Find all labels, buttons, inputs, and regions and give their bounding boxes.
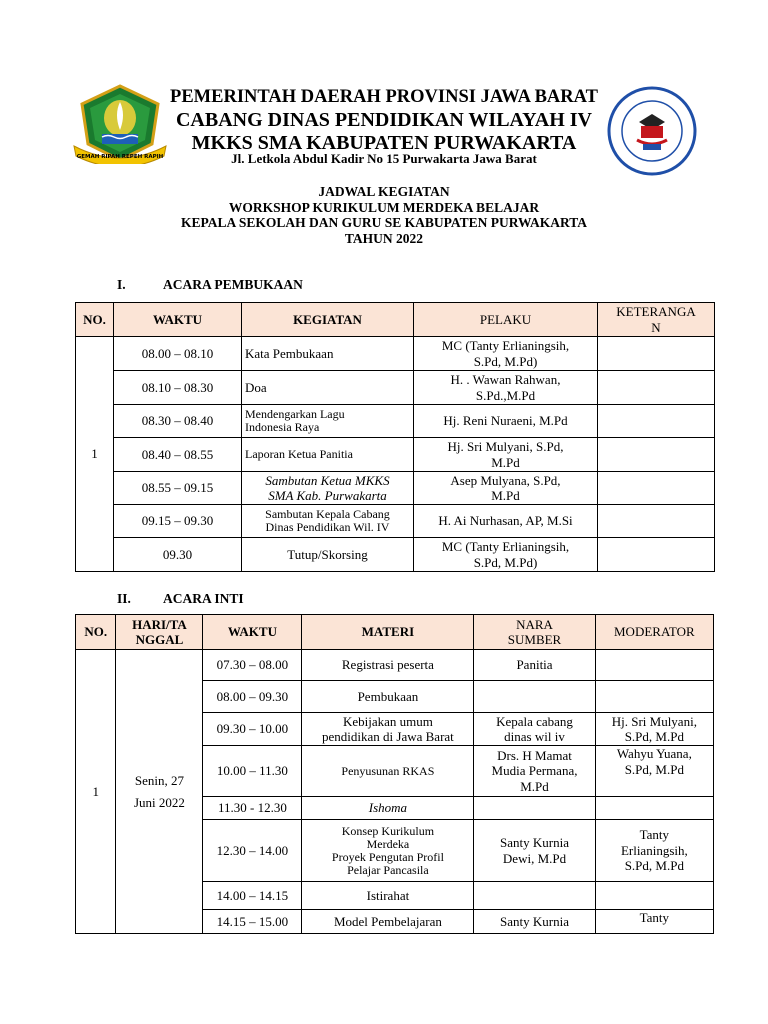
cell-materi: Pembukaan: [302, 681, 474, 713]
section-1-title: ACARA PEMBUKAAN: [163, 277, 303, 292]
cell-materi: Kebijakan umum pendidikan di Jawa Barat: [302, 713, 474, 746]
header-address: Jl. Letkola Abdul Kadir No 15 Purwakarta Jawa Barat: [231, 151, 537, 166]
section-1-heading: [117, 277, 303, 293]
col-header-keterangan: KETERANGA N: [598, 303, 715, 337]
left-logo-motto: GEMAH RIPAH REPEH RAPIH: [76, 154, 164, 160]
cell-pelaku: Hj. Sri Mulyani, S.Pd, M.Pd: [414, 438, 598, 472]
table-row: [76, 337, 715, 371]
main-schedule-table: [75, 614, 714, 934]
cell-moderator: [595, 797, 713, 820]
section-2-number: II.: [117, 591, 131, 606]
cell-pelaku: H. . Wawan Rahwan, S.Pd.,M.Pd: [414, 371, 598, 405]
title-line-3: KEPALA SEKOLAH DAN GURU SE KABUPATEN PURWAKARTA: [180, 215, 588, 230]
cell-kegiatan: Laporan Ketua Panitia: [242, 438, 414, 472]
cell-materi: Penyusunan RKAS: [302, 746, 474, 797]
table-header-row: [76, 615, 714, 650]
header-line-1: PEMERINTAH DAERAH PROVINSI JAWA BARAT: [170, 87, 598, 107]
document-title: [120, 184, 648, 246]
cell-materi: Ishoma: [302, 797, 474, 820]
table-row: [76, 405, 715, 438]
col-header-waktu: WAKTU: [114, 303, 242, 337]
col-header-pelaku: PELAKU: [414, 303, 598, 337]
cell-keterangan: [598, 472, 715, 505]
title-line-1: JADWAL KEGIATAN: [318, 184, 450, 199]
row-number: 1: [76, 650, 116, 934]
cell-nara-sumber: [474, 681, 595, 713]
section-2-heading: [117, 591, 244, 607]
cell-waktu: 12.30 – 14.00: [203, 820, 302, 882]
col-header-materi: MATERI: [302, 615, 474, 650]
table-header-row: [76, 303, 715, 337]
cell-kegiatan: Tutup/Skorsing: [242, 538, 414, 572]
cell-waktu: 09.15 – 09.30: [114, 505, 242, 538]
col-header-moderator: MODERATOR: [595, 615, 713, 650]
table-row: [76, 472, 715, 505]
cell-waktu: 08.30 – 08.40: [114, 405, 242, 438]
mkks-seal-icon: [607, 86, 697, 176]
cell-waktu: 08.00 – 09.30: [203, 681, 302, 713]
cell-moderator: [595, 681, 713, 713]
cell-waktu: 07.30 – 08.00: [203, 650, 302, 681]
cell-materi: Istirahat: [302, 882, 474, 910]
cell-keterangan: [598, 438, 715, 472]
cell-kegiatan: Kata Pembukaan: [242, 337, 414, 371]
section-2-title: ACARA INTI: [163, 591, 244, 606]
col-header-hari: HARI/TA NGGAL: [116, 615, 203, 650]
table-row: [76, 505, 715, 538]
cell-waktu: 08.00 – 08.10: [114, 337, 242, 371]
opening-schedule-table: [75, 302, 715, 572]
cell-moderator: Tanty Erlianingsih, S.Pd, M.Pd: [595, 820, 713, 882]
cell-keterangan: [598, 538, 715, 572]
table-row: [76, 538, 715, 572]
cell-waktu: 08.10 – 08.30: [114, 371, 242, 405]
cell-keterangan: [598, 405, 715, 438]
cell-nara-sumber: Panitia: [474, 650, 595, 681]
title-line-2: WORKSHOP KURIKULUM MERDEKA BELAJAR: [228, 199, 540, 215]
table-row: [76, 650, 714, 681]
cell-moderator: Tanty: [595, 910, 713, 934]
col-header-waktu: WAKTU: [203, 615, 302, 650]
cell-keterangan: [598, 337, 715, 371]
col-header-kegiatan: KEGIATAN: [242, 303, 414, 337]
cell-nara-sumber: Drs. H Mamat Mudia Permana, M.Pd: [474, 746, 595, 797]
cell-moderator: [595, 882, 713, 910]
cell-kegiatan: Sambutan Ketua MKKS SMA Kab. Purwakarta: [242, 472, 414, 505]
col-header-no: NO.: [76, 303, 114, 337]
cell-materi: Registrasi peserta: [302, 650, 474, 681]
header-line-2: CABANG DINAS PENDIDIKAN WILAYAH IV: [175, 109, 592, 131]
section-1-number: I.: [117, 277, 126, 292]
header-line-3: MKKS SMA KABUPATEN PURWAKARTA: [191, 132, 577, 154]
cell-keterangan: [598, 505, 715, 538]
cell-waktu: 10.00 – 11.30: [203, 746, 302, 797]
cell-waktu: 14.15 – 15.00: [203, 910, 302, 934]
cell-nara-sumber: [474, 882, 595, 910]
cell-kegiatan: Doa: [242, 371, 414, 405]
col-header-nara-sumber: NARA SUMBER: [474, 615, 595, 650]
table-row: [76, 438, 715, 472]
cell-nara-sumber: [474, 797, 595, 820]
col-header-no: NO.: [76, 615, 116, 650]
cell-pelaku: Hj. Reni Nuraeni, M.Pd: [414, 405, 598, 438]
cell-nara-sumber: Santy Kurnia: [474, 910, 595, 934]
cell-keterangan: [598, 371, 715, 405]
cell-pelaku: MC (Tanty Erlianingsih, S.Pd, M.Pd): [414, 337, 598, 371]
title-line-4: TAHUN 2022: [344, 230, 424, 246]
cell-waktu: 09.30: [114, 538, 242, 572]
cell-nara-sumber: Santy Kurnia Dewi, M.Pd: [474, 820, 595, 882]
cell-pelaku: Asep Mulyana, S.Pd, M.Pd: [414, 472, 598, 505]
cell-nara-sumber: Kepala cabang dinas wil iv: [474, 713, 595, 746]
cell-materi: Konsep Kurikulum Merdeka Proyek Pengutan Profil Pelajar Pancasila: [302, 820, 474, 882]
cell-materi: Model Pembelajaran: [302, 910, 474, 934]
cell-waktu: 08.55 – 09.15: [114, 472, 242, 505]
cell-waktu: 14.00 – 14.15: [203, 882, 302, 910]
cell-kegiatan: Mendengarkan Lagu Indonesia Raya: [242, 405, 414, 438]
cell-moderator: [595, 650, 713, 681]
table-row: [76, 371, 715, 405]
cell-waktu: 08.40 – 08.55: [114, 438, 242, 472]
cell-moderator: Wahyu Yuana, S.Pd, M.Pd: [595, 746, 713, 797]
cell-hari: Senin, 27 Juni 2022: [116, 650, 203, 934]
cell-waktu: 11.30 - 12.30: [203, 797, 302, 820]
cell-moderator: Hj. Sri Mulyani, S.Pd, M.Pd: [595, 713, 713, 746]
cell-kegiatan: Sambutan Kepala Cabang Dinas Pendidikan Wil. IV: [242, 505, 414, 538]
cell-pelaku: MC (Tanty Erlianingsih, S.Pd, M.Pd): [414, 538, 598, 572]
cell-pelaku: H. Ai Nurhasan, AP, M.Si: [414, 505, 598, 538]
cell-waktu: 09.30 – 10.00: [203, 713, 302, 746]
row-number: 1: [76, 337, 114, 572]
